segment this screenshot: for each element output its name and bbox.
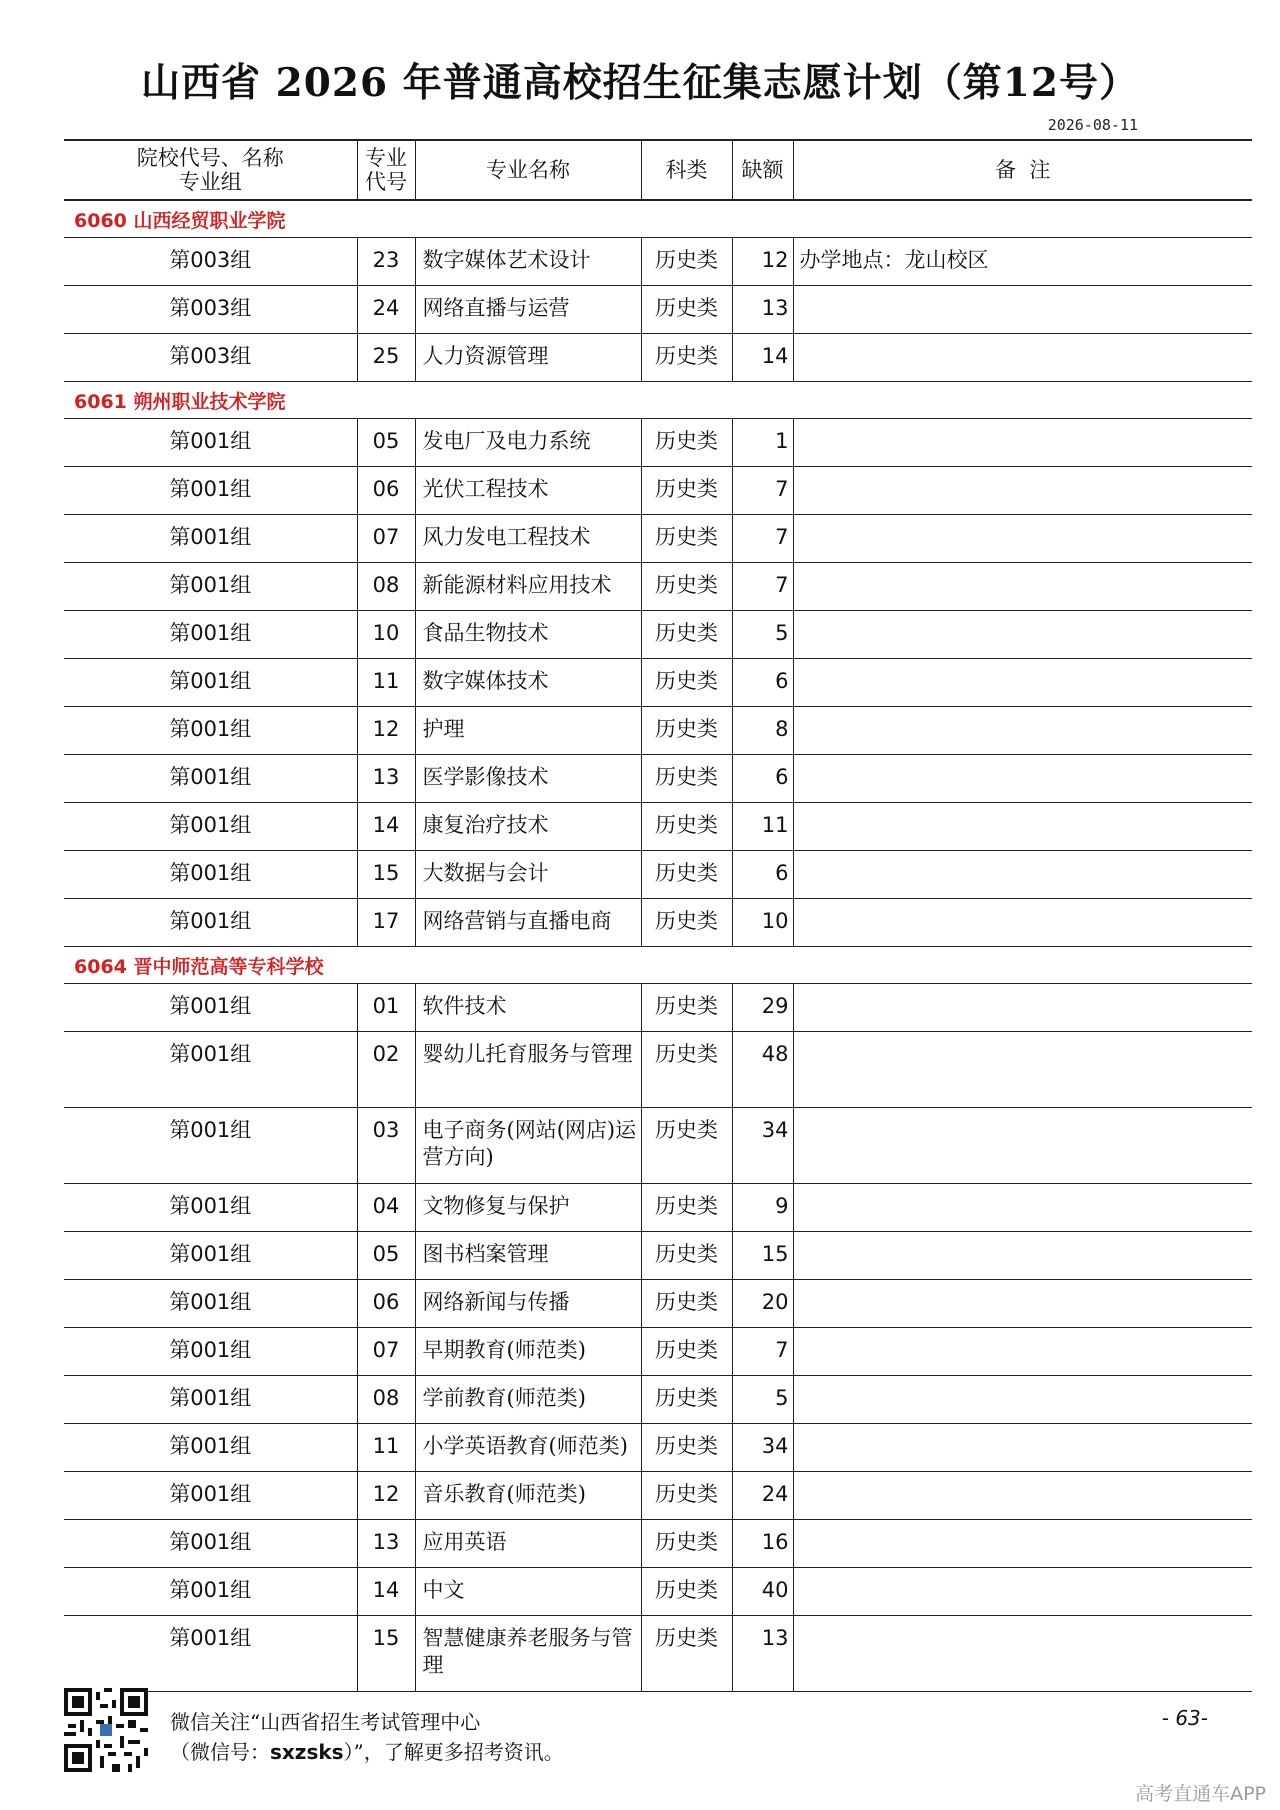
note-cell — [793, 467, 1252, 515]
note-cell — [793, 611, 1252, 659]
major-name-cell: 医学影像技术 — [415, 755, 641, 803]
group-cell: 第003组 — [64, 334, 357, 382]
table-row — [64, 611, 1252, 659]
group-cell: 第001组 — [64, 1328, 357, 1376]
table-row — [64, 1424, 1252, 1472]
category-cell: 历史类 — [641, 1568, 732, 1616]
category-cell: 历史类 — [641, 1184, 732, 1232]
category-cell: 历史类 — [641, 334, 732, 382]
major-name-cell: 音乐教育(师范类) — [415, 1472, 641, 1520]
wechat-note-suffix: ）”，了解更多招考资讯。 — [343, 1740, 564, 1764]
note-cell — [793, 1520, 1252, 1568]
wechat-id: sxzsks — [270, 1740, 344, 1764]
category-cell: 历史类 — [641, 1520, 732, 1568]
major-code-cell: 05 — [357, 419, 415, 467]
table-row — [64, 755, 1252, 803]
table-row — [64, 851, 1252, 899]
note-cell — [793, 1616, 1252, 1692]
quota-cell: 29 — [732, 984, 793, 1032]
category-cell: 历史类 — [641, 611, 732, 659]
note-cell — [793, 803, 1252, 851]
group-cell: 第001组 — [64, 1232, 357, 1280]
group-cell: 第001组 — [64, 803, 357, 851]
group-cell: 第001组 — [64, 1280, 357, 1328]
table-row — [64, 334, 1252, 382]
quota-cell: 16 — [732, 1520, 793, 1568]
table-header — [64, 140, 1252, 200]
major-code-cell: 24 — [357, 286, 415, 334]
major-code-cell: 07 — [357, 515, 415, 563]
note-cell — [793, 1568, 1252, 1616]
major-name-cell: 学前教育(师范类) — [415, 1376, 641, 1424]
group-cell: 第001组 — [64, 1032, 357, 1108]
school-heading: 6061 朔州职业技术学院 — [64, 382, 1252, 419]
major-name-cell: 发电厂及电力系统 — [415, 419, 641, 467]
header-school-line1: 院校代号、名称 — [136, 145, 284, 170]
major-name-cell: 数字媒体艺术设计 — [415, 238, 641, 286]
table-row — [64, 1108, 1252, 1184]
major-code-cell: 10 — [357, 611, 415, 659]
issue-date: 2026-08-11 — [1047, 116, 1138, 134]
header-quota: 缺额 — [732, 140, 793, 200]
major-name-cell: 数字媒体技术 — [415, 659, 641, 707]
school-heading: 6064 晋中师范高等专科学校 — [64, 947, 1252, 984]
category-cell: 历史类 — [641, 1328, 732, 1376]
major-code-cell: 06 — [357, 467, 415, 515]
group-cell: 第001组 — [64, 419, 357, 467]
table-row — [64, 1520, 1252, 1568]
major-code-cell: 15 — [357, 1616, 415, 1692]
table-row — [64, 1616, 1252, 1692]
group-cell: 第001组 — [64, 515, 357, 563]
quota-cell: 34 — [732, 1108, 793, 1184]
category-cell: 历史类 — [641, 803, 732, 851]
header-code-line2: 代号 — [365, 170, 407, 194]
category-cell: 历史类 — [641, 1376, 732, 1424]
category-cell: 历史类 — [641, 1280, 732, 1328]
major-name-cell: 小学英语教育(师范类) — [415, 1424, 641, 1472]
major-code-cell: 02 — [357, 1032, 415, 1108]
major-code-cell: 01 — [357, 984, 415, 1032]
school-heading-row — [64, 200, 1252, 238]
table-row — [64, 1280, 1252, 1328]
note-cell — [793, 563, 1252, 611]
category-cell: 历史类 — [641, 659, 732, 707]
group-cell: 第001组 — [64, 707, 357, 755]
table-row — [64, 899, 1252, 947]
major-code-cell: 11 — [357, 659, 415, 707]
table-row — [64, 563, 1252, 611]
group-cell: 第001组 — [64, 1424, 357, 1472]
major-name-cell: 图书档案管理 — [415, 1232, 641, 1280]
qr-code-icon — [64, 1688, 148, 1772]
note-cell — [793, 707, 1252, 755]
quota-cell: 6 — [732, 851, 793, 899]
note-cell — [793, 851, 1252, 899]
major-name-cell: 早期教育(师范类) — [415, 1328, 641, 1376]
quota-cell: 11 — [732, 803, 793, 851]
major-code-cell: 15 — [357, 851, 415, 899]
category-cell: 历史类 — [641, 1424, 732, 1472]
major-code-cell: 25 — [357, 334, 415, 382]
footer — [64, 1688, 1252, 1774]
quota-cell: 15 — [732, 1232, 793, 1280]
major-name-cell: 新能源材料应用技术 — [415, 563, 641, 611]
major-code-cell: 04 — [357, 1184, 415, 1232]
table-row — [64, 1032, 1252, 1108]
major-code-cell: 08 — [357, 563, 415, 611]
major-code-cell: 12 — [357, 1472, 415, 1520]
major-code-cell: 13 — [357, 1520, 415, 1568]
category-cell: 历史类 — [641, 1108, 732, 1184]
group-cell: 第001组 — [64, 611, 357, 659]
note-cell — [793, 1108, 1252, 1184]
header-code-line1: 专业 — [365, 145, 407, 170]
header-major-name: 专业名称 — [415, 140, 641, 200]
category-cell: 历史类 — [641, 707, 732, 755]
major-code-cell: 23 — [357, 238, 415, 286]
category-cell: 历史类 — [641, 1032, 732, 1108]
group-cell: 第001组 — [64, 755, 357, 803]
wechat-note-line1: 微信关注“山西省招生考试管理中心 — [170, 1710, 481, 1734]
major-name-cell: 光伏工程技术 — [415, 467, 641, 515]
category-cell: 历史类 — [641, 755, 732, 803]
note-cell — [793, 899, 1252, 947]
note-cell — [793, 984, 1252, 1032]
note-cell — [793, 515, 1252, 563]
page-number: - 63- — [1161, 1706, 1208, 1730]
quota-cell: 10 — [732, 899, 793, 947]
table-row — [64, 1472, 1252, 1520]
group-cell: 第001组 — [64, 659, 357, 707]
major-name-cell: 婴幼儿托育服务与管理 — [415, 1032, 641, 1108]
quota-cell: 9 — [732, 1184, 793, 1232]
major-code-cell: 08 — [357, 1376, 415, 1424]
quota-cell: 40 — [732, 1568, 793, 1616]
plan-body — [64, 200, 1252, 1692]
category-cell: 历史类 — [641, 238, 732, 286]
category-cell: 历史类 — [641, 984, 732, 1032]
category-cell: 历史类 — [641, 1232, 732, 1280]
school-heading-row — [64, 382, 1252, 419]
category-cell: 历史类 — [641, 467, 732, 515]
wechat-note-line2 — [170, 1736, 564, 1765]
note-cell — [793, 1376, 1252, 1424]
header-notes: 备 注 — [793, 140, 1252, 200]
quota-cell: 5 — [732, 611, 793, 659]
group-cell: 第001组 — [64, 467, 357, 515]
quota-cell: 13 — [732, 1616, 793, 1692]
school-heading: 6060 山西经贸职业学院 — [64, 200, 1252, 238]
quota-cell: 1 — [732, 419, 793, 467]
header-school — [64, 140, 357, 200]
major-name-cell: 人力资源管理 — [415, 334, 641, 382]
quota-cell: 24 — [732, 1472, 793, 1520]
group-cell: 第001组 — [64, 1520, 357, 1568]
table-row — [64, 1232, 1252, 1280]
note-cell — [793, 755, 1252, 803]
header-code — [357, 140, 415, 200]
page-title: 山西省 2026 年普通高校招生征集志愿计划（第12号） — [141, 60, 1139, 106]
note-cell — [793, 419, 1252, 467]
major-name-cell: 软件技术 — [415, 984, 641, 1032]
table-row — [64, 1184, 1252, 1232]
note-cell — [793, 1328, 1252, 1376]
quota-cell: 7 — [732, 1328, 793, 1376]
major-code-cell: 14 — [357, 803, 415, 851]
note-cell — [793, 1032, 1252, 1108]
major-name-cell: 智慧健康养老服务与管理 — [415, 1616, 641, 1692]
group-cell: 第001组 — [64, 1184, 357, 1232]
quota-cell: 5 — [732, 1376, 793, 1424]
table-row — [64, 467, 1252, 515]
group-cell: 第001组 — [64, 1616, 357, 1692]
note-cell — [793, 1472, 1252, 1520]
category-cell: 历史类 — [641, 899, 732, 947]
note-cell — [793, 334, 1252, 382]
major-code-cell: 07 — [357, 1328, 415, 1376]
group-cell: 第003组 — [64, 286, 357, 334]
quota-cell: 7 — [732, 563, 793, 611]
major-code-cell: 12 — [357, 707, 415, 755]
table-row — [64, 286, 1252, 334]
major-name-cell: 网络直播与运营 — [415, 286, 641, 334]
category-cell: 历史类 — [641, 419, 732, 467]
major-name-cell: 康复治疗技术 — [415, 803, 641, 851]
category-cell: 历史类 — [641, 563, 732, 611]
category-cell: 历史类 — [641, 1472, 732, 1520]
category-cell: 历史类 — [641, 1616, 732, 1692]
plan-table — [64, 139, 1252, 1692]
category-cell: 历史类 — [641, 851, 732, 899]
quota-cell: 12 — [732, 238, 793, 286]
table-row — [64, 984, 1252, 1032]
quota-cell: 13 — [732, 286, 793, 334]
note-cell — [793, 1232, 1252, 1280]
major-name-cell: 大数据与会计 — [415, 851, 641, 899]
quota-cell: 20 — [732, 1280, 793, 1328]
note-cell — [793, 286, 1252, 334]
group-cell: 第001组 — [64, 1108, 357, 1184]
note-cell — [793, 1280, 1252, 1328]
major-name-cell: 护理 — [415, 707, 641, 755]
header-school-line2: 专业组 — [178, 170, 242, 194]
major-name-cell: 文物修复与保护 — [415, 1184, 641, 1232]
major-name-cell: 网络新闻与传播 — [415, 1280, 641, 1328]
group-cell: 第001组 — [64, 1568, 357, 1616]
major-code-cell: 05 — [357, 1232, 415, 1280]
major-name-cell: 风力发电工程技术 — [415, 515, 641, 563]
note-cell: 办学地点：龙山校区 — [793, 238, 1252, 286]
table-row — [64, 419, 1252, 467]
table-row — [64, 1328, 1252, 1376]
header-category: 科类 — [641, 140, 732, 200]
note-cell — [793, 659, 1252, 707]
table-row — [64, 238, 1252, 286]
table-row — [64, 1376, 1252, 1424]
major-name-cell: 网络营销与直播电商 — [415, 899, 641, 947]
quota-cell: 48 — [732, 1032, 793, 1108]
table-row — [64, 515, 1252, 563]
quota-cell: 34 — [732, 1424, 793, 1472]
major-code-cell: 13 — [357, 755, 415, 803]
category-cell: 历史类 — [641, 286, 732, 334]
group-cell: 第001组 — [64, 851, 357, 899]
quota-cell: 8 — [732, 707, 793, 755]
category-cell: 历史类 — [641, 515, 732, 563]
major-code-cell: 17 — [357, 899, 415, 947]
major-name-cell: 电子商务(网站(网店)运营方向) — [415, 1108, 641, 1184]
wechat-note-prefix: （微信号： — [170, 1740, 270, 1764]
major-code-cell: 06 — [357, 1280, 415, 1328]
major-name-cell: 应用英语 — [415, 1520, 641, 1568]
major-name-cell: 食品生物技术 — [415, 611, 641, 659]
group-cell: 第001组 — [64, 1376, 357, 1424]
group-cell: 第001组 — [64, 984, 357, 1032]
group-cell: 第001组 — [64, 563, 357, 611]
note-cell — [793, 1184, 1252, 1232]
table-row — [64, 659, 1252, 707]
watermark: 高考直通车APP — [1135, 1783, 1266, 1805]
group-cell: 第003组 — [64, 238, 357, 286]
major-code-cell: 03 — [357, 1108, 415, 1184]
table-row — [64, 803, 1252, 851]
quota-cell: 14 — [732, 334, 793, 382]
major-code-cell: 14 — [357, 1568, 415, 1616]
table-row — [64, 1568, 1252, 1616]
major-code-cell: 11 — [357, 1424, 415, 1472]
school-heading-row — [64, 947, 1252, 984]
table-row — [64, 707, 1252, 755]
quota-cell: 7 — [732, 515, 793, 563]
note-cell — [793, 1424, 1252, 1472]
quota-cell: 6 — [732, 755, 793, 803]
group-cell: 第001组 — [64, 1472, 357, 1520]
quota-cell: 6 — [732, 659, 793, 707]
group-cell: 第001组 — [64, 899, 357, 947]
quota-cell: 7 — [732, 467, 793, 515]
major-name-cell: 中文 — [415, 1568, 641, 1616]
